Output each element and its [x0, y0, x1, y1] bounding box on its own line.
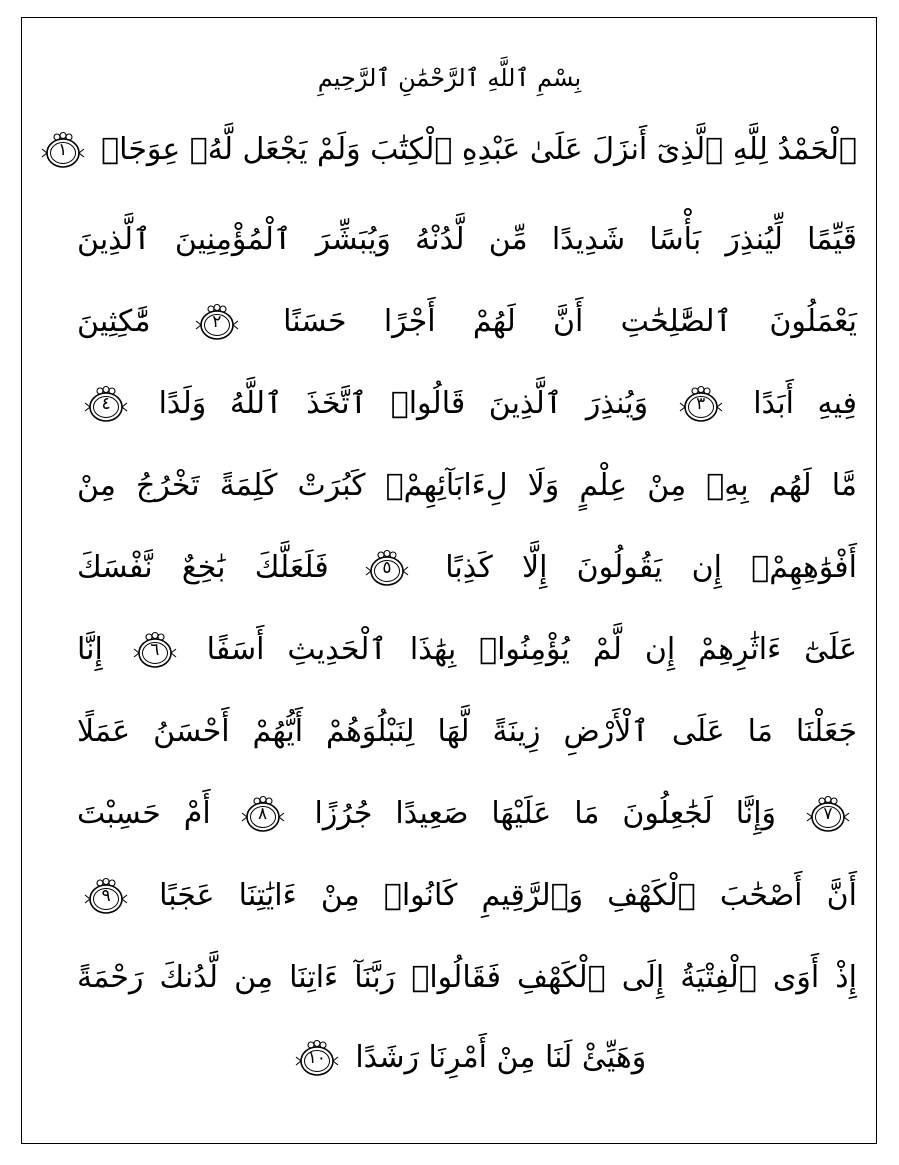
verse-text: فَلَعَلَّكَ بَٰخِعٌ نَّفْسَكَ [77, 550, 329, 585]
ayah-number: ١ [58, 140, 68, 160]
verse-text: وَإِنَّا لَجَٰعِلُونَ مَا عَلَيْهَا صَعِيدًا جُرُزًا [314, 796, 777, 831]
verse-text: مَّا لَهُم بِهِۦ مِنْ عِلْمٍ وَلَا لِءَابَآئِهِمْۚ كَبُرَتْ كَلِمَةً تَخْرُجُ مِنْ [77, 468, 857, 503]
ayah-end-marker [83, 385, 129, 425]
ayah-number: ٩ [101, 886, 111, 906]
ayah-end-marker [805, 795, 851, 835]
ayah-number: ٤ [101, 394, 111, 414]
verse-text: مَّٰكِثِينَ [77, 304, 151, 339]
verse-line [77, 786, 857, 842]
verse-text: عَلَىٰٓ ءَاثَٰرِهِمْ إِن لَّمْ يُؤْمِنُوا۟ بِهَٰذَا ٱلْحَدِيثِ أَسَفًا [206, 632, 857, 667]
ayah-end-marker [132, 631, 178, 671]
verse-text: أَنَّ أَصْحَٰبَ ٱلْكَهْفِ وَٱلرَّقِيمِ كَانُوا۟ مِنْ ءَايَٰتِنَا عَجَبًا [159, 878, 857, 913]
verse-line [77, 704, 857, 760]
ayah-number: ٥ [382, 558, 392, 578]
ayah-number: ١٠ [307, 1048, 326, 1068]
verse-line [58, 122, 857, 178]
verse-text: وَيُنذِرَ ٱلَّذِينَ قَالُوا۟ ٱتَّخَذَ ٱللَّهُ وَلَدًا [158, 386, 649, 421]
ayah-end-marker [364, 549, 410, 589]
ayah-end-marker [40, 131, 86, 171]
ayah-number: ٢ [212, 312, 222, 332]
verse-line [77, 868, 857, 924]
verse-line [77, 294, 857, 350]
verse-text: قَيِّمًا لِّيُنذِرَ بَأْسًا شَدِيدًا مِّن لَّدُنْهُ وَيُبَشِّرَ ٱلْمُؤْمِنِينَ ٱلَّذِينَ [77, 222, 857, 257]
verse-line [77, 458, 857, 514]
verse-text: وَهَيِّئْ لَنَا مِنْ أَمْرِنَا رَشَدًا [355, 1040, 647, 1075]
ayah-end-marker [240, 795, 286, 835]
verse-text: ٱلْحَمْدُ لِلَّهِ ٱلَّذِىٓ أَنزَلَ عَلَىٰ عَبْدِهِ ٱلْكِتَٰبَ وَلَمْ يَجْعَل لَّهُۥ عِوَجَاۜ [101, 132, 857, 167]
verse-text: يَعْمَلُونَ ٱلصَّٰلِحَٰتِ أَنَّ لَهُمْ أَجْرًا حَسَنًا [283, 304, 857, 339]
ayah-end-marker [194, 303, 240, 343]
verse-line [77, 622, 857, 678]
ayah-number: ٧ [823, 804, 833, 824]
verse-text: إِذْ أَوَى ٱلْفِتْيَةُ إِلَى ٱلْكَهْفِ فَقَالُوا۟ رَبَّنَآ ءَاتِنَا مِن لَّدُنكَ رَحْمَةً [77, 960, 857, 995]
verse-line [77, 376, 857, 432]
ayah-number: ٣ [696, 394, 706, 414]
verse-line [77, 540, 857, 596]
ayah-end-marker [294, 1039, 340, 1079]
verse-line [77, 950, 857, 1006]
verse-text: أَفْوَٰهِهِمْۚ إِن يَقُولُونَ إِلَّا كَذِبًا [445, 550, 857, 585]
verse-line [77, 212, 857, 268]
basmala: بِسْمِ ٱللَّهِ ٱلرَّحْمَٰنِ ٱلرَّحِيمِ [317, 64, 582, 92]
verse-text: فِيهِ أَبَدًا [753, 386, 857, 421]
verse-text: إِنَّا [77, 632, 103, 667]
verse-text: جَعَلْنَا مَا عَلَى ٱلْأَرْضِ زِينَةً لَّهَا لِنَبْلُوَهُمْ أَيُّهُمْ أَحْسَنُ عَمَلًا [77, 714, 857, 749]
verse-line [77, 1030, 857, 1086]
ayah-end-marker [83, 877, 129, 917]
ayah-end-marker [678, 385, 724, 425]
ayah-number: ٦ [150, 640, 160, 660]
verse-text: أَمْ حَسِبْتَ [77, 796, 211, 831]
ayah-number: ٨ [258, 804, 268, 824]
